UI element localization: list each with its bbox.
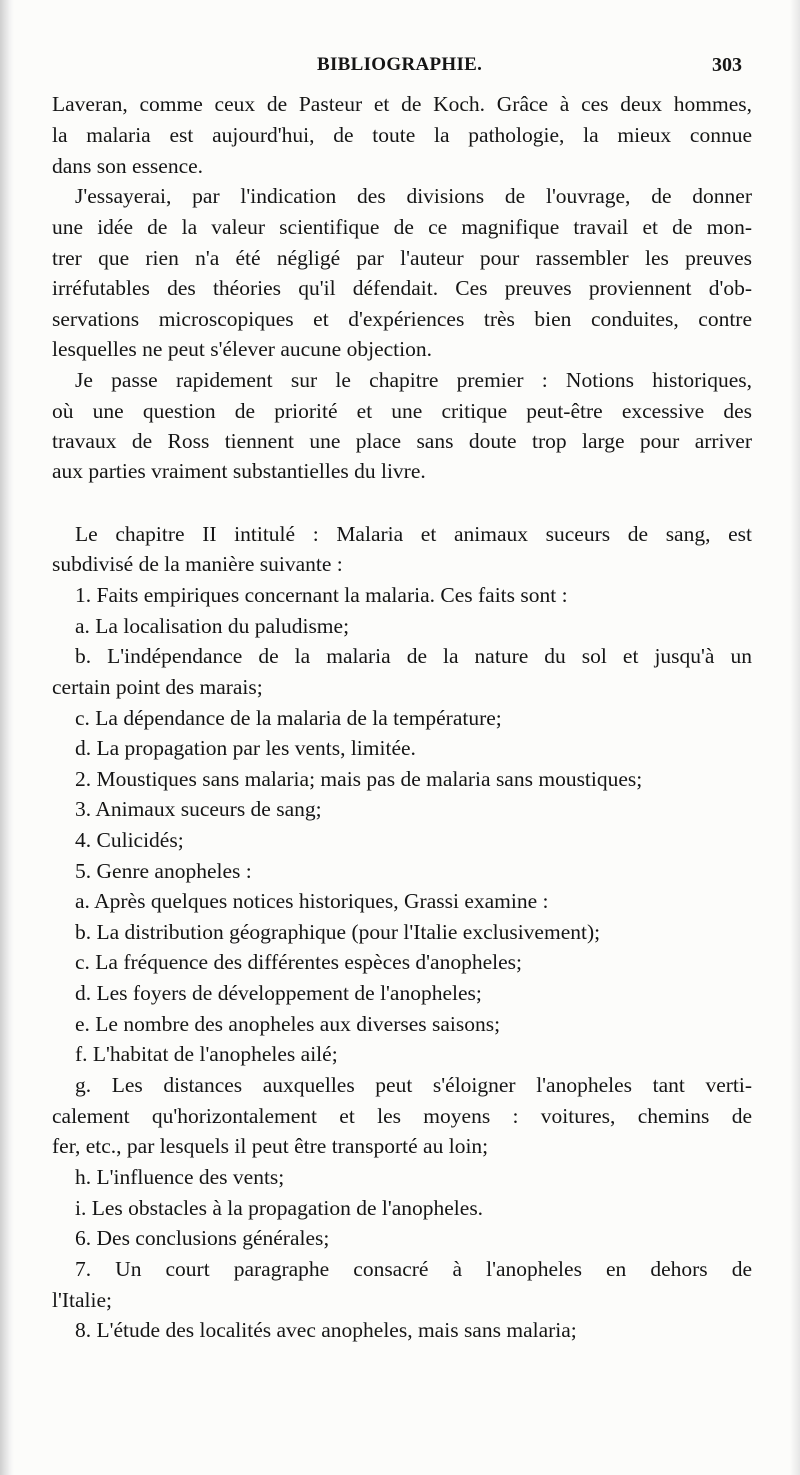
- list-item: 5. Genre anopheles :: [75, 859, 252, 883]
- list-item: c. La fréquence des différentes espèces d'anopheles;: [75, 950, 522, 974]
- list-item: g. Les distances auxquelles peut s'éloigner l'anopheles tant verti-: [75, 1073, 752, 1097]
- text-line: lesquelles ne peut s'élever aucune objection.: [52, 337, 432, 361]
- text-line: irréfutables des théories qu'il défendait. Ces preuves proviennent d'ob-: [52, 276, 752, 300]
- text-line: où une question de priorité et une critique peut-être excessive des: [52, 399, 752, 423]
- list-item: 1. Faits empiriques concernant la malaria. Ces faits sont :: [75, 583, 568, 607]
- text-line: travaux de Ross tiennent une place sans doute trop large pour arriver: [52, 429, 752, 453]
- list-item: e. Le nombre des anopheles aux diverses saisons;: [75, 1012, 501, 1036]
- list-item: b. La distribution géographique (pour l'Italie exclusivement);: [75, 920, 601, 944]
- list-item: i. Les obstacles à la propagation de l'anopheles.: [75, 1196, 484, 1220]
- text-line: Je passe rapidement sur le chapitre premier : Notions historiques,: [75, 368, 752, 392]
- text-line: dans son essence.: [52, 154, 204, 178]
- text-line: aux parties vraiment substantielles du livre.: [52, 459, 426, 483]
- list-item: 7. Un court paragraphe consacré à l'anopheles en dehors de: [75, 1257, 752, 1281]
- text-line: servations microscopiques et d'expériences très bien conduites, contre: [52, 307, 752, 331]
- list-item: 6. Des conclusions générales;: [75, 1226, 330, 1250]
- running-head-title: BIBLIOGRAPHIE.: [317, 54, 483, 75]
- page-number: 303: [712, 54, 742, 76]
- list-item: d. La propagation par les vents, limitée.: [75, 736, 416, 760]
- list-item: h. L'influence des vents;: [75, 1165, 285, 1189]
- text-line: subdivisé de la manière suivante :: [52, 552, 343, 576]
- text-line: la malaria est aujourd'hui, de toute la pathologie, la mieux connue: [52, 123, 752, 147]
- text-line: J'essayerai, par l'indication des divisions de l'ouvrage, de donner: [75, 184, 752, 208]
- running-head: [0, 54, 800, 84]
- list-item: a. La localisation du paludisme;: [75, 614, 350, 638]
- text-line: Laveran, comme ceux de Pasteur et de Koch. Grâce à ces deux hommes,: [52, 92, 752, 116]
- page-right-edge-shadow: [790, 0, 800, 1475]
- list-item: 8. L'étude des localités avec anopheles, mais sans malaria;: [75, 1318, 577, 1342]
- text-line: trer que rien n'a été négligé par l'auteur pour rassembler les preuves: [52, 246, 752, 270]
- list-item: d. Les foyers de développement de l'anopheles;: [75, 981, 482, 1005]
- text-line: calement qu'horizontalement et les moyens : voitures, chemins de: [52, 1104, 752, 1128]
- text-line: Le chapitre II intitulé : Malaria et animaux suceurs de sang, est: [75, 522, 752, 546]
- list-item: a. Après quelques notices historiques, Grassi examine :: [75, 889, 549, 913]
- text-line: une idée de la valeur scientifique de ce magnifique travail et de mon-: [52, 215, 752, 239]
- list-item: b. L'indépendance de la malaria de la nature du sol et jusqu'à un: [75, 644, 752, 668]
- text-line: certain point des marais;: [52, 675, 263, 699]
- text-line: fer, etc., par lesquels il peut être transporté au loin;: [52, 1134, 489, 1158]
- list-item: 4. Culicidés;: [75, 828, 184, 852]
- text-line: l'Italie;: [52, 1288, 112, 1312]
- list-item: 3. Animaux suceurs de sang;: [75, 797, 322, 821]
- list-item: 2. Moustiques sans malaria; mais pas de malaria sans moustiques;: [75, 767, 643, 791]
- page-left-edge-shadow: [0, 0, 14, 1475]
- list-item: f. L'habitat de l'anopheles ailé;: [75, 1042, 338, 1066]
- list-item: c. La dépendance de la malaria de la température;: [75, 706, 502, 730]
